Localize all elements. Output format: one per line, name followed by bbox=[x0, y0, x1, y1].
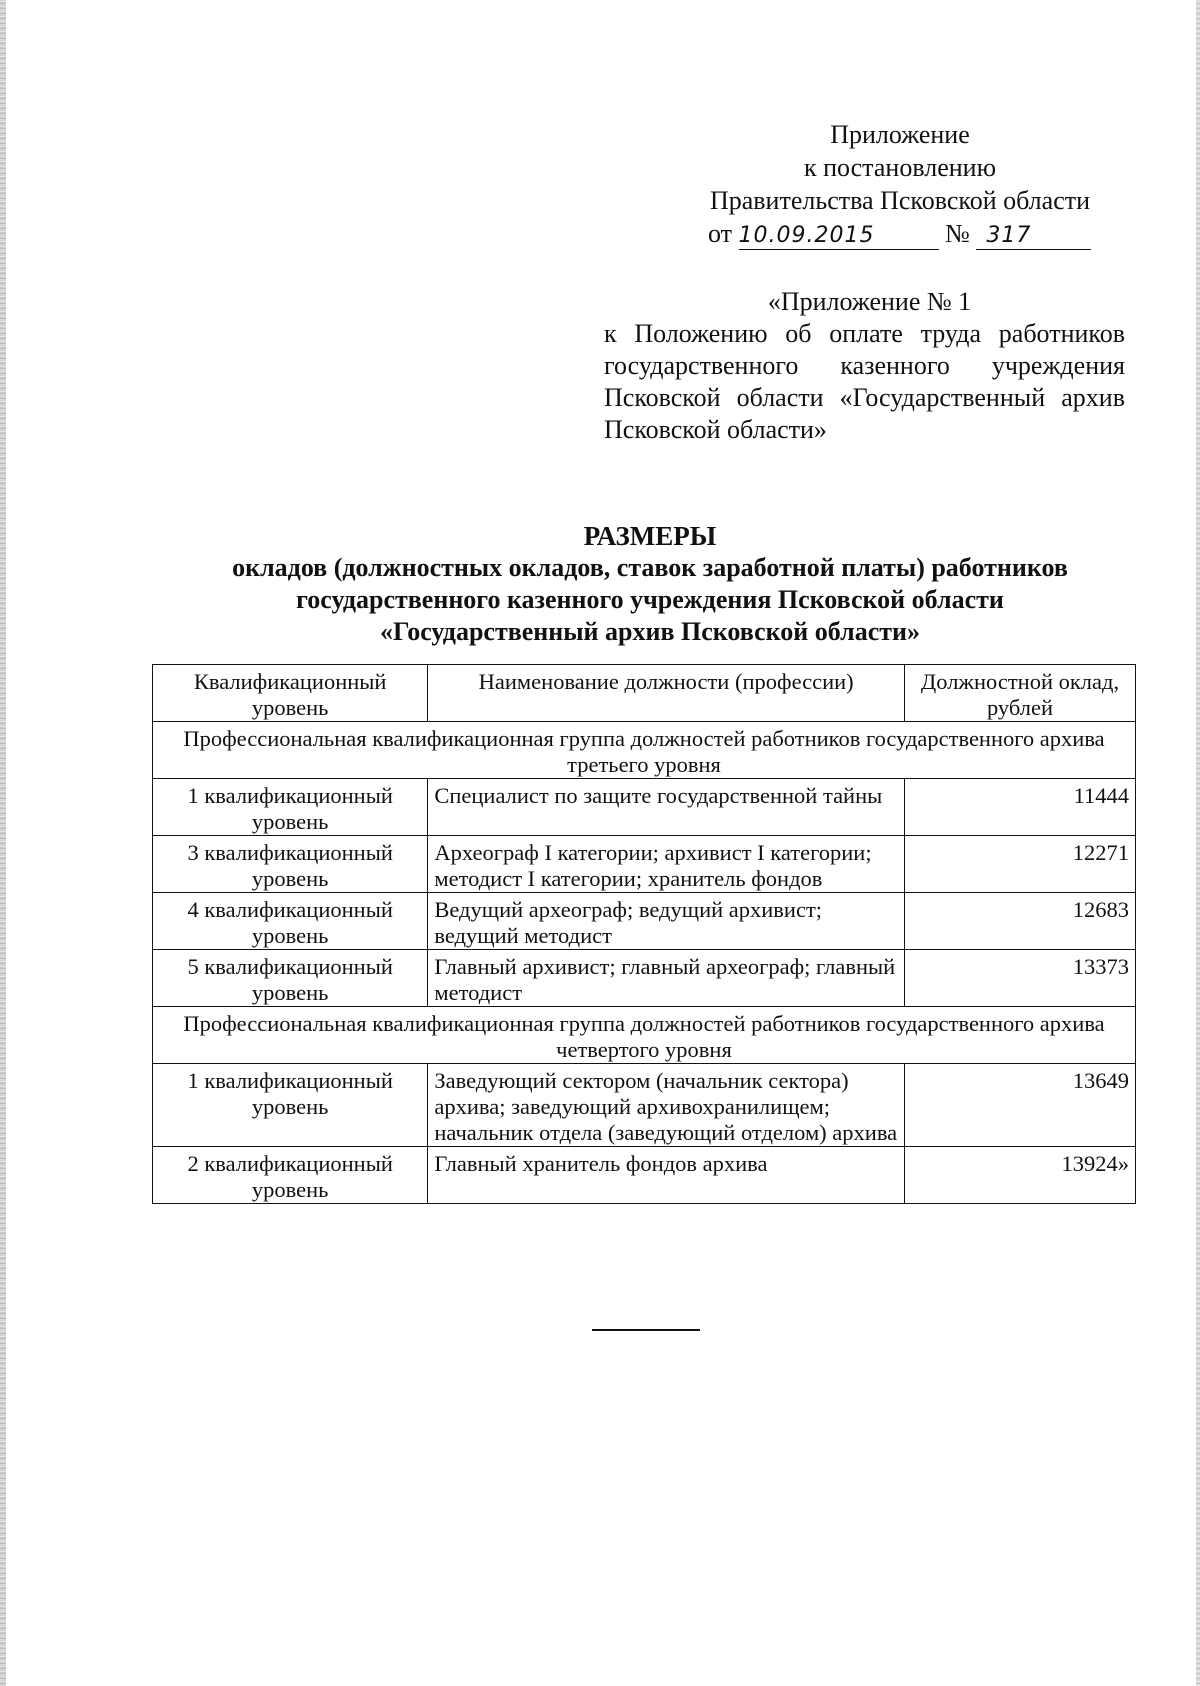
table-row bbox=[153, 836, 1136, 893]
header-position: Наименование должности (профессии) bbox=[428, 665, 905, 722]
group-row bbox=[153, 722, 1136, 779]
approval-line-2: к постановлению bbox=[803, 153, 997, 182]
cell-position: Археограф I категории; архивист I категории; методист I категории; хранитель фондов bbox=[428, 836, 905, 893]
cell-position: Заведующий сектором (начальник сектора) архива; заведующий архивохранилищем; начальник отдела (заведующий отделом) архива bbox=[428, 1064, 905, 1147]
annex-body: к Положению об оплате труда работников государственного казенного учреждения Псковской области «Государственный архив Псковской области» bbox=[604, 319, 1125, 444]
heading-main: РАЗМЕРЫ bbox=[583, 521, 717, 551]
cell-salary: 13924» bbox=[905, 1147, 1136, 1204]
heading-line-1: окладов (должностных окладов, ставок заработной платы) работников bbox=[232, 553, 1068, 582]
group-title: Профессиональная квалификационная группа должностей работников государственного архива третьего уровня bbox=[153, 722, 1136, 779]
cell-salary: 12683 bbox=[905, 893, 1136, 950]
cell-position: Ведущий археограф; ведущий архивист; ведущий методист bbox=[428, 893, 905, 950]
handwritten-date: 10.09.2015 bbox=[739, 223, 939, 250]
table-row bbox=[153, 779, 1136, 836]
cell-salary: 12271 bbox=[905, 836, 1136, 893]
scan-edge-right bbox=[1196, 0, 1200, 1686]
header-level: Квалификационный уровень bbox=[153, 665, 428, 722]
handwritten-number: 317 bbox=[976, 223, 1091, 250]
end-separator-line bbox=[592, 1329, 700, 1331]
group-row bbox=[153, 1007, 1136, 1064]
table-row bbox=[153, 1147, 1136, 1204]
cell-level: 4 квалификационный уровень bbox=[153, 893, 428, 950]
cell-position: Главный архивист; главный археограф; главный методист bbox=[428, 950, 905, 1007]
annex-title: «Приложение № 1 bbox=[767, 287, 972, 316]
approval-date-number-line bbox=[680, 217, 1120, 250]
annex-block bbox=[604, 286, 1125, 446]
number-label: № bbox=[945, 219, 970, 248]
cell-position: Специалист по защите государственной тайны bbox=[428, 779, 905, 836]
scan-edge-left bbox=[0, 0, 6, 1686]
cell-level: 5 квалификационный уровень bbox=[153, 950, 428, 1007]
approval-line-1: Приложение bbox=[830, 120, 970, 149]
cell-level: 3 квалификационный уровень bbox=[153, 836, 428, 893]
cell-level: 1 квалификационный уровень bbox=[153, 779, 428, 836]
cell-salary: 13649 bbox=[905, 1064, 1136, 1147]
table-row bbox=[153, 893, 1136, 950]
salary-table bbox=[152, 664, 1136, 1204]
table-row bbox=[153, 950, 1136, 1007]
heading-line-3: «Государственный архив Псковской области» bbox=[379, 617, 921, 646]
group-title: Профессиональная квалификационная группа должностей работников государственного архива четвертого уровня bbox=[153, 1007, 1136, 1064]
header-salary: Должностной оклад, рублей bbox=[905, 665, 1136, 722]
heading-line-2: государственного казенного учреждения Псковской области bbox=[296, 585, 1004, 614]
cell-level: 1 квалификационный уровень bbox=[153, 1064, 428, 1147]
cell-salary: 13373 bbox=[905, 950, 1136, 1007]
table-row bbox=[153, 1064, 1136, 1147]
cell-level: 2 квалификационный уровень bbox=[153, 1147, 428, 1204]
approval-block bbox=[680, 118, 1120, 250]
document-heading bbox=[150, 520, 1150, 648]
cell-salary: 11444 bbox=[905, 779, 1136, 836]
approval-line-3: Правительства Псковской области bbox=[709, 186, 1091, 215]
from-label: от bbox=[708, 219, 733, 248]
cell-position: Главный хранитель фондов архива bbox=[428, 1147, 905, 1204]
table-header-row bbox=[153, 665, 1136, 722]
